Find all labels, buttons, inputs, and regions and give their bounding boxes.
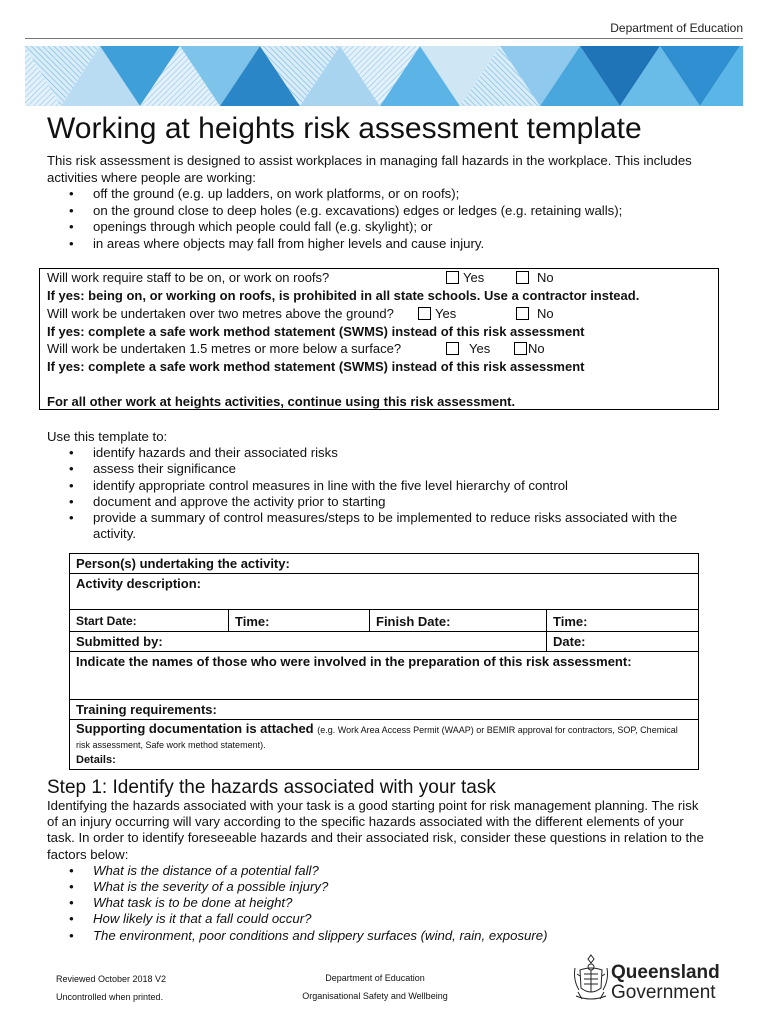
header-banner <box>25 46 743 106</box>
submitted-by-label: Submitted by: <box>76 634 163 649</box>
question-below-surface-note: If yes: complete a safe work method statement (SWMS) instead of this risk assessment <box>47 359 585 374</box>
start-time-label: Time: <box>235 614 270 629</box>
finish-time-label: Time: <box>553 614 588 629</box>
details-label: Details: <box>76 754 116 766</box>
list-item: • What is the distance of a potential fall? <box>47 863 707 879</box>
reviewed-text: Reviewed October 2018 V2 <box>56 974 167 984</box>
uncontrolled-text: Uncontrolled when printed. <box>56 992 164 1002</box>
intro-section <box>47 153 707 252</box>
submitted-by-field[interactable] <box>70 632 547 652</box>
list-item: • identify hazards and their associated risks <box>47 445 707 461</box>
no-label: No <box>537 270 554 285</box>
q3-yes-checkbox[interactable] <box>446 342 459 355</box>
q2-yes-checkbox[interactable] <box>418 307 431 320</box>
q2-no-option[interactable] <box>516 306 554 321</box>
names-involved-label: Indicate the names of those who were involved in the preparation of this risk assessment: <box>76 654 632 669</box>
list-item: • openings through which people could fall (e.g. skylight); or <box>47 219 707 236</box>
list-item: • in areas where objects may fall from higher levels and cause injury. <box>47 236 707 253</box>
header-divider <box>25 38 743 39</box>
yes-label: Yes <box>463 270 485 285</box>
list-item: • off the ground (e.g. up ladders, on work platforms, or on roofs); <box>47 186 707 203</box>
intro-bullets <box>47 186 707 252</box>
yes-label: Yes <box>469 341 491 356</box>
use-template-section <box>47 429 707 542</box>
use-template-bullets <box>47 445 707 542</box>
activity-details-form <box>69 553 699 770</box>
header-department: Department of Education <box>610 21 743 35</box>
q3-no-option[interactable] <box>514 341 545 356</box>
list-item: • What is the severity of a possible injury? <box>47 879 707 895</box>
question-two-metres-note: If yes: complete a safe work method statement (SWMS) instead of this risk assessment <box>47 324 585 339</box>
screening-questions-box <box>39 268 719 410</box>
list-item: • provide a summary of control measures/steps to be implemented to reduce risks associated with the activity. <box>47 510 707 542</box>
q1-yes-option[interactable] <box>446 270 484 285</box>
date-field[interactable] <box>547 632 699 652</box>
intro-text: This risk assessment is designed to assist workplaces in managing fall hazards in the workplace. This includes activities where people are working: <box>47 153 692 185</box>
q1-no-checkbox[interactable] <box>516 271 529 284</box>
list-item: • What task is to be done at height? <box>47 895 707 911</box>
logo-line-2: Government <box>611 982 716 1003</box>
question-roofs: Will work require staff to be on, or work on roofs? <box>47 270 330 285</box>
footer-left <box>56 970 166 1006</box>
finish-date-field[interactable] <box>370 610 547 632</box>
step1-heading: Step 1: Identify the hazards associated with your task <box>47 777 496 798</box>
names-involved-field[interactable] <box>70 652 699 700</box>
step1-bullets <box>47 863 707 944</box>
q3-yes-option[interactable] <box>446 341 490 356</box>
date-label: Date: <box>553 634 586 649</box>
list-item: • assess their significance <box>47 461 707 477</box>
start-time-field[interactable] <box>229 610 370 632</box>
training-label: Training requirements: <box>76 702 217 717</box>
q2-no-checkbox[interactable] <box>516 307 529 320</box>
start-date-label: Start Date: <box>76 614 137 628</box>
yes-label: Yes <box>435 306 457 321</box>
q2-yes-option[interactable] <box>418 306 456 321</box>
supporting-documentation-field[interactable] <box>70 720 699 770</box>
list-item: • on the ground close to deep holes (e.g. excavations) edges or ledges (e.g. retaining walls); <box>47 203 707 220</box>
activity-description-label: Activity description: <box>76 576 201 591</box>
persons-label: Person(s) undertaking the activity: <box>76 556 290 571</box>
no-label: No <box>537 306 554 321</box>
list-item: • document and approve the activity prior to starting <box>47 494 707 510</box>
question-two-metres: Will work be undertaken over two metres above the ground? <box>47 306 394 321</box>
q1-yes-checkbox[interactable] <box>446 271 459 284</box>
persons-field[interactable] <box>70 554 699 574</box>
footer-department: Department of Education <box>325 973 425 983</box>
activity-description-field[interactable] <box>70 574 699 610</box>
footer-unit: Organisational Safety and Wellbeing <box>302 991 448 1001</box>
finish-time-field[interactable] <box>547 610 699 632</box>
supporting-note: (e.g. Work Area Access Permit (WAAP) or BEMIR approval for contractors, SOP, Chemical risk assessment, Safe work method statement). <box>76 725 678 750</box>
start-date-field[interactable] <box>70 610 229 632</box>
question-below-surface: Will work be undertaken 1.5 metres or more below a surface? <box>47 341 402 356</box>
step1-text: Identifying the hazards associated with your task is a good starting point for risk management planning. The risk of an injury occurring will vary according to the specific hazards associated with the different elements of your task. In order to identify foreseeable hazards and their associated risk, consider these questions in relation to the factors below: <box>47 798 704 862</box>
list-item: • identify appropriate control measures in line with the five level hierarchy of control <box>47 478 707 494</box>
queensland-crest-icon <box>572 952 610 1004</box>
q3-no-checkbox[interactable] <box>514 342 527 355</box>
finish-date-label: Finish Date: <box>376 614 451 629</box>
step1-section <box>47 798 707 944</box>
use-template-intro: Use this template to: <box>47 429 168 444</box>
queensland-government-logo <box>611 963 720 1003</box>
no-label: No <box>528 341 545 356</box>
logo-line-1: Queensland <box>611 962 720 983</box>
supporting-label: Supporting documentation is attached <box>76 721 314 736</box>
footer-center <box>280 969 470 1005</box>
list-item: • How likely is it that a fall could occur? <box>47 911 707 927</box>
question-roofs-note: If yes: being on, or working on roofs, is prohibited in all state schools. Use a contractor instead. <box>47 288 640 303</box>
list-item: • The environment, poor conditions and slippery surfaces (wind, rain, exposure) <box>47 928 707 944</box>
training-field[interactable] <box>70 700 699 720</box>
q1-no-option[interactable] <box>516 270 554 285</box>
continue-note: For all other work at heights activities, continue using this risk assessment. <box>47 394 516 409</box>
page-title: Working at heights risk assessment template <box>47 112 642 145</box>
